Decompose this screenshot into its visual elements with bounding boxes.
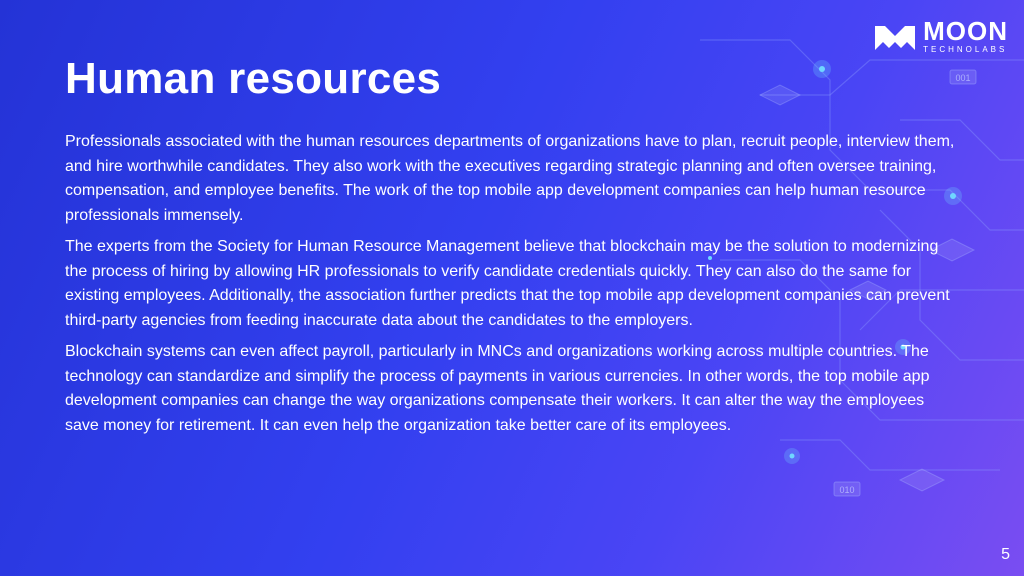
- brand-logo: [873, 18, 1008, 54]
- slide-title: Human resources: [65, 54, 442, 103]
- body-paragraph-2: The experts from the Society for Human Resource Management believe that blockchain may be the solution to modernizing the process of hiring by allowing HR professionals to verify candidate credentials quickly. They can also do the same for existing employees. Additionally, the association further predicts that the top mobile app development companies can prevent third-party agencies from feeding inaccurate data about the candidates to the employers.: [65, 238, 950, 329]
- moon-logo-icon: [873, 20, 917, 52]
- body-paragraph-1: Professionals associated with the human resources departments of organizations have to plan, recruit people, interview them, and hire worthwhile candidates. They also work with the executives regarding strategic planning and often oversee training, compensation, and employee benefits. The work of the top mobile app development companies can help human resource professionals immensely.: [65, 133, 955, 224]
- decor-tag-010: 010: [839, 485, 855, 495]
- slide-body: [65, 130, 955, 445]
- page-number: 5: [1001, 546, 1010, 563]
- decor-tag-001: 001: [955, 73, 971, 83]
- brand-tagline: TECHNOLABS: [923, 45, 1008, 54]
- body-paragraph-3: Blockchain systems can even affect payroll, particularly in MNCs and organizations working across multiple countries. The technology can standardize and simplify the process of payments in various currencies. In other words, the top mobile app development companies can change the way organizations compensate their workers. It can alter the way the employees save money for retirement. It can even help the organization take better care of its employees.: [65, 343, 930, 434]
- brand-name: MOON: [923, 16, 1008, 46]
